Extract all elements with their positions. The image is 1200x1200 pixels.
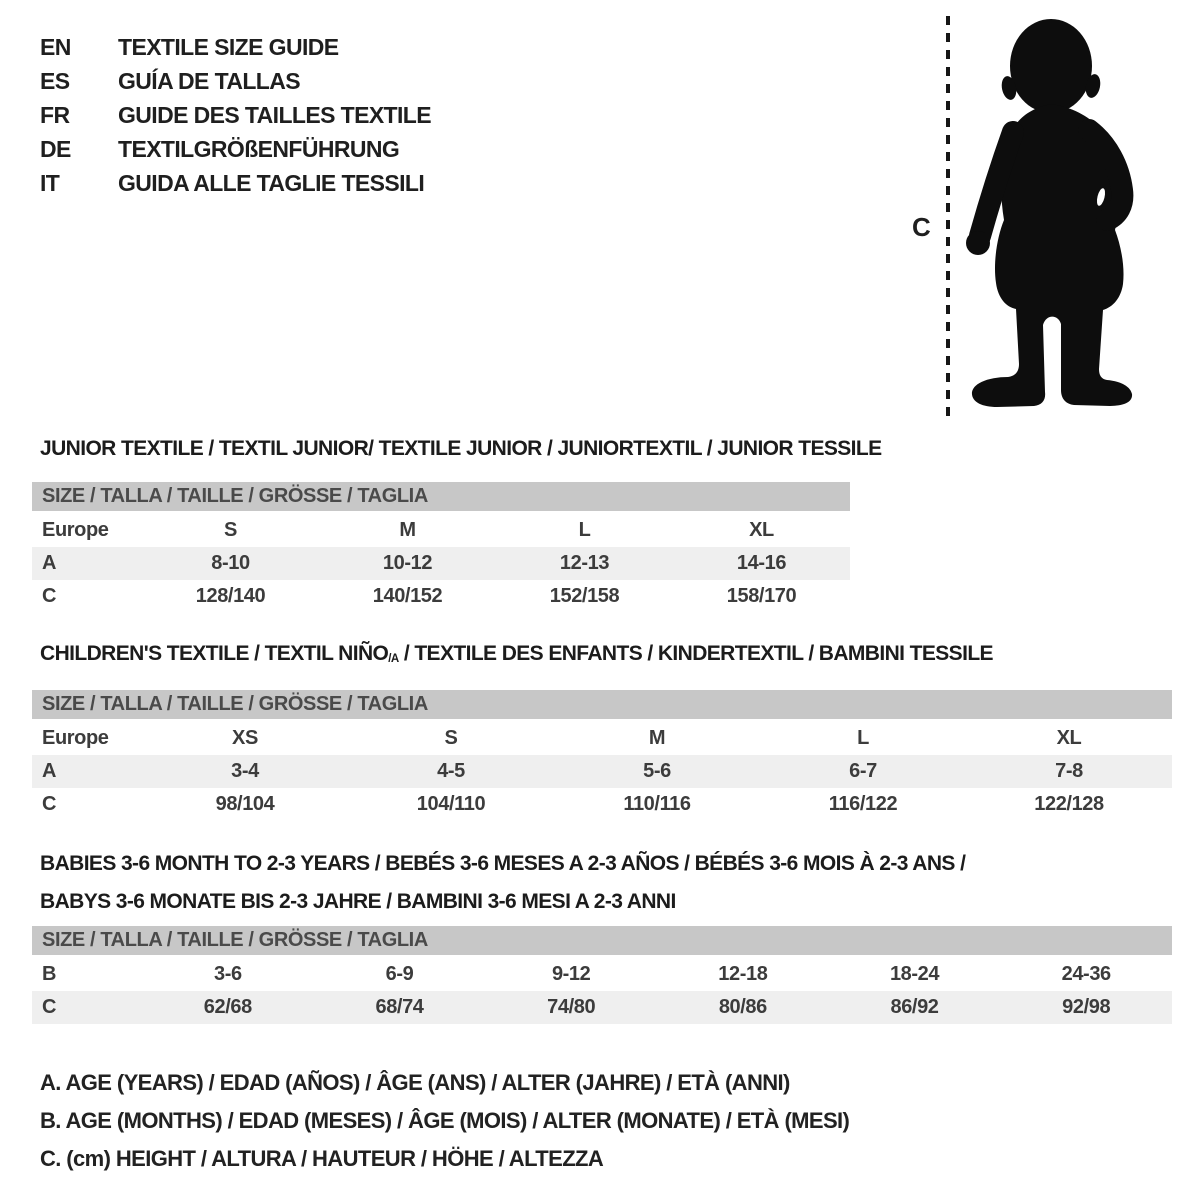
lang-row-es [40, 64, 431, 98]
age-cell: 12-13 [559, 552, 610, 574]
babies-section-heading [40, 845, 980, 921]
row-label: C [42, 585, 57, 607]
size-table-header: SIZE / TALLA / TAILLE / GRÖSSE / TAGLIA [32, 690, 1172, 719]
height-cell: 152/158 [549, 585, 620, 607]
junior-size-table [32, 482, 850, 613]
age-cell: 4-5 [437, 760, 465, 782]
row-label: A [42, 552, 57, 574]
children-heading-subscript: /A [388, 653, 399, 665]
height-cell: 92/98 [1062, 996, 1111, 1018]
size-cell: XL [1056, 727, 1082, 749]
children-size-table [32, 690, 1172, 821]
legend-line-a: A. AGE (YEARS) / EDAD (AÑOS) / ÂGE (ANS) / ALTER (JAHRE) / ETÀ (ANNI) [40, 1070, 790, 1095]
lang-title: TEXTILE SIZE GUIDE [118, 33, 339, 60]
table-row [32, 755, 1172, 788]
size-cell: L [578, 519, 591, 541]
height-cell: 86/92 [890, 996, 939, 1018]
lang-code: FR [40, 101, 70, 128]
children-heading-prefix: CHILDREN'S TEXTILE / TEXTIL NIÑO [40, 642, 389, 665]
row-label: Europe [42, 727, 109, 749]
table-row [32, 547, 850, 580]
age-cell: 7-8 [1055, 760, 1083, 782]
height-cell: 116/122 [828, 793, 898, 815]
row-label: A [42, 760, 57, 782]
size-cell: S [444, 727, 458, 749]
age-cell: 9-12 [551, 963, 591, 985]
children-section-heading [40, 642, 993, 666]
toddler-silhouette-icon [963, 14, 1135, 416]
lang-title: TEXTILGRÖßENFÜHRUNG [118, 135, 400, 162]
size-cell: S [224, 519, 237, 541]
height-cell: 158/170 [726, 585, 797, 607]
lang-row-de [40, 132, 431, 166]
lang-title: GUÍA DE TALLAS [118, 67, 300, 94]
table-row [32, 514, 850, 547]
lang-row-it [40, 166, 431, 200]
size-cell: L [857, 727, 869, 749]
lang-code: DE [40, 135, 71, 162]
size-table-header: SIZE / TALLA / TAILLE / GRÖSSE / TAGLIA [32, 926, 1172, 955]
size-cell: M [399, 519, 416, 541]
table-row [32, 788, 1172, 821]
row-label: C [42, 793, 57, 815]
height-cell: 104/110 [416, 793, 486, 815]
size-cell: M [648, 727, 666, 749]
table-row [32, 722, 1172, 755]
lang-row-fr [40, 98, 431, 132]
age-cell: 24-36 [1061, 963, 1111, 985]
babies-heading-line1: BABIES 3-6 MONTH TO 2-3 YEARS / BEBÉS 3-6 MESES A 2-3 AÑOS / BÉBÉS 3-6 MOIS À 2-3 ANS / [40, 852, 966, 875]
children-heading-suffix: / TEXTILE DES ENFANTS / KINDERTEXTIL / BAMBINI TESSILE [398, 642, 993, 665]
age-cell: 12-18 [718, 963, 768, 985]
age-cell: 14-16 [736, 552, 787, 574]
height-c-label: C [912, 212, 931, 242]
height-cell: 68/74 [375, 996, 424, 1018]
height-cell: 80/86 [718, 996, 767, 1018]
age-cell: 5-6 [643, 760, 671, 782]
babies-size-table [32, 926, 1172, 1024]
row-label: Europe [42, 519, 109, 541]
language-title-list [40, 30, 431, 200]
height-cell: 140/152 [372, 585, 443, 607]
height-cell: 110/116 [623, 793, 691, 815]
lang-title: GUIDA ALLE TAGLIE TESSILI [118, 169, 425, 196]
size-table-header: SIZE / TALLA / TAILLE / GRÖSSE / TAGLIA [32, 482, 850, 511]
table-row [32, 958, 1172, 991]
height-dashed-line [946, 16, 950, 421]
age-cell: 18-24 [889, 963, 940, 985]
age-cell: 6-9 [385, 963, 414, 985]
age-cell: 3-4 [231, 760, 259, 782]
lang-code: ES [40, 67, 70, 94]
legend-line-c: C. (cm) HEIGHT / ALTURA / HAUTEUR / HÖHE / ALTEZZA [40, 1146, 604, 1171]
lang-code: IT [40, 169, 60, 196]
height-cell: 128/140 [195, 585, 266, 607]
legend [40, 1064, 849, 1178]
lang-code: EN [40, 33, 71, 60]
table-row [32, 580, 850, 613]
height-cell: 62/68 [203, 996, 252, 1018]
row-label: C [42, 996, 57, 1018]
row-label: B [42, 963, 57, 985]
size-cell: XL [749, 519, 774, 541]
lang-row-en [40, 30, 431, 64]
table-row [32, 991, 1172, 1024]
legend-line-b: B. AGE (MONTHS) / EDAD (MESES) / ÂGE (MOIS) / ALTER (MONATE) / ETÀ (MESI) [40, 1108, 850, 1133]
size-cell: XS [232, 727, 258, 749]
age-cell: 8-10 [211, 552, 250, 574]
lang-title: GUIDE DES TAILLES TEXTILE [118, 101, 431, 128]
babies-heading-line2: BABYS 3-6 MONATE BIS 2-3 JAHRE / BAMBINI 3-6 MESI A 2-3 ANNI [40, 890, 676, 913]
height-cell: 122/128 [1034, 793, 1104, 815]
height-measure-figure [900, 6, 1192, 424]
junior-section-heading: JUNIOR TEXTILE / TEXTIL JUNIOR/ TEXTILE JUNIOR / JUNIORTEXTIL / JUNIOR TESSILE [40, 437, 882, 460]
height-cell: 74/80 [547, 996, 596, 1018]
age-cell: 10-12 [382, 552, 433, 574]
height-cell: 98/104 [215, 793, 275, 815]
age-cell: 6-7 [849, 760, 877, 782]
age-cell: 3-6 [213, 963, 242, 985]
